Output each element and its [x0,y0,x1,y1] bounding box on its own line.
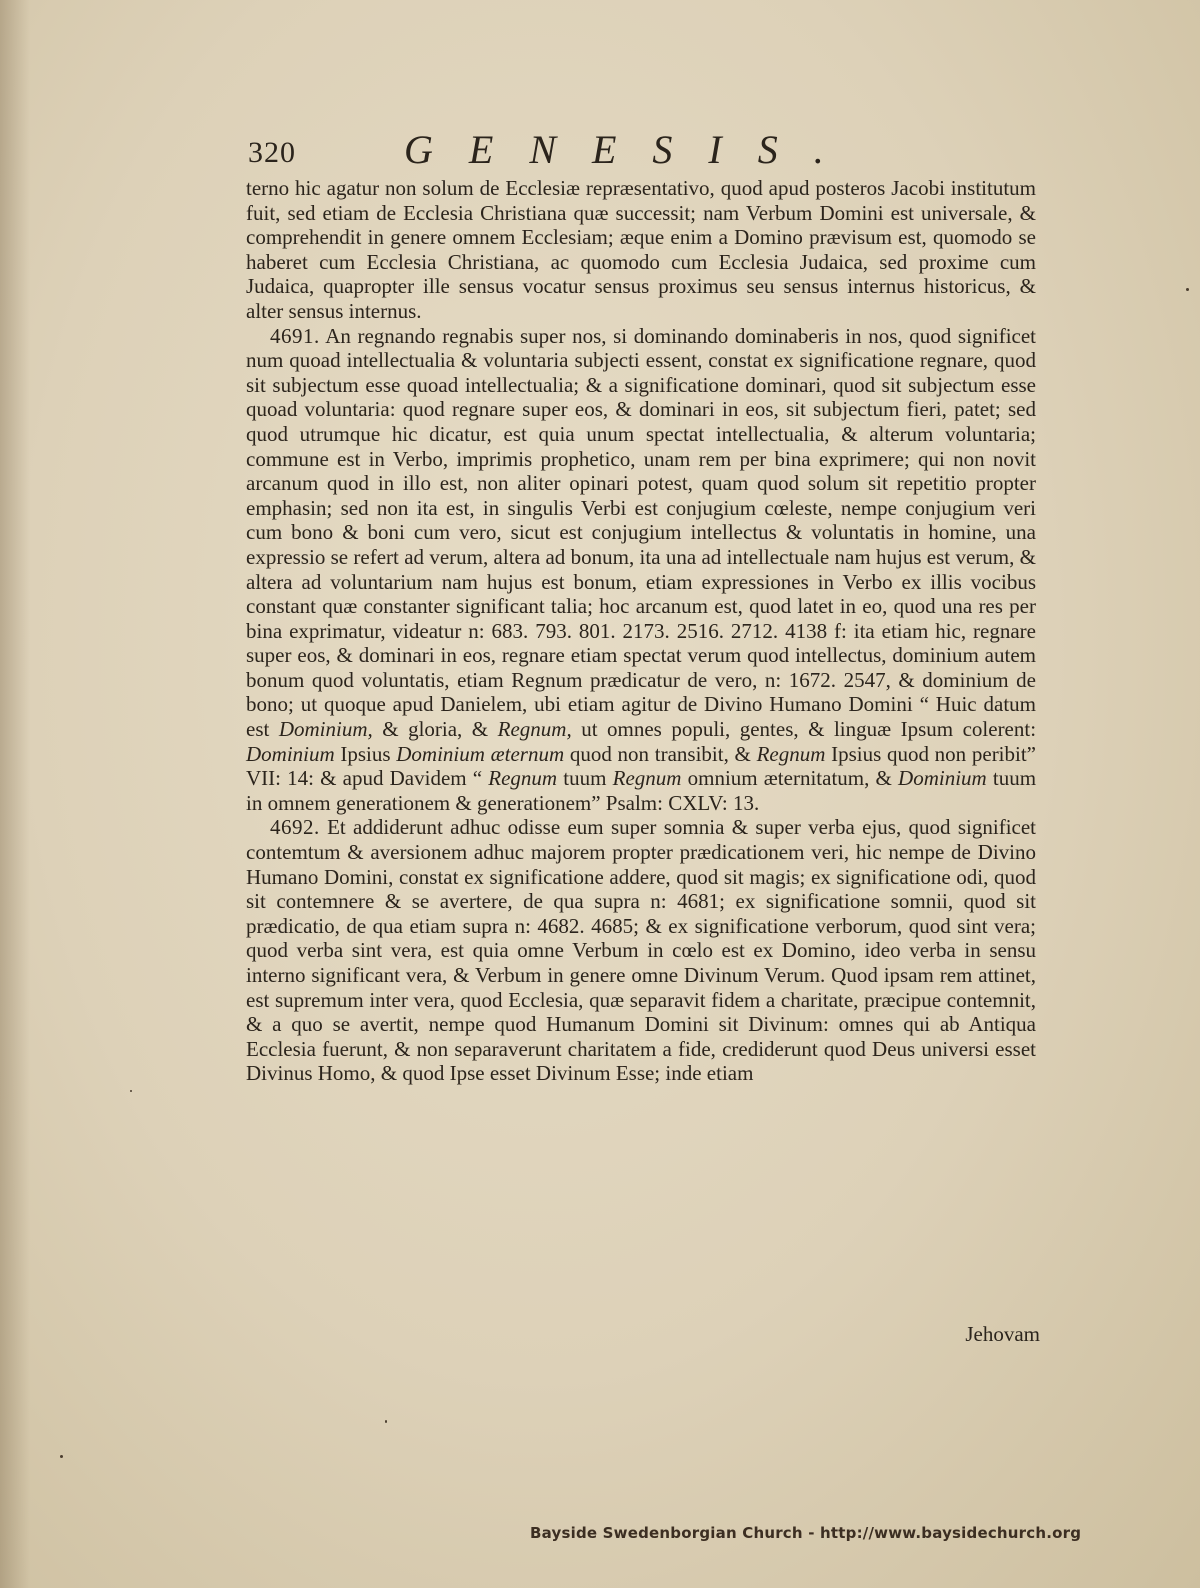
quote-italic: Regnum [612,766,682,791]
paragraph-number: 4691. [270,323,320,348]
quote-italic: Regnum [488,766,558,791]
quote-text: tuum [563,766,607,791]
quote-italic: Dominium [898,766,987,791]
quote-italic: Regnum [756,741,826,766]
quote-italic: Dominium, [278,717,373,742]
paper-speck [60,1455,63,1458]
paragraph-text: An regnando regnabis super nos, si dominando dominaberis in nos, quod significet num quoad intellectualia & voluntaria subjecti essent, constat ex significatione regnare, quod sit subjectum esse quoad intellectualia; & a significatione dominari, quod sit subjectum esse quoad voluntaria: quod regnare super eos, & dominari in eos, sit subjectum fieri, patet; sed quod utrumque hic dicatur, est quia unum spectat intellectualia, & alterum voluntaria; commune est in Verbo, imprimis prophetico, unam rem per bina exprimere; qui non novit arcanum quod in illo est, non aliter opinari potest, quam quod solum sit repetitio propter emphasin; sed non ita est, in singulis Verbi est conjugium cœleste, nempe conjugium veri cum bono & boni cum vero, sicut est conjugium intellectus & voluntatis in homine, una expressio se refert ad verum, altera ad bonum, ita una ad intellectuale nam hujus est verum, & altera ad voluntarium nam hujus est bonum, etiam expressiones in Verbo ex illis vocibus constant quæ constanter significant talia; hoc arcanum est, quod latet in eo, quod una res per bina exprimatur, videatur n: 683. 793. 801. 2173. 2516. 2712. 4138 f: ita etiam hic, regnare super eos, & dominari in eos, regnare etiam spectat verum quod intellectus, dominium autem bonum quod voluntatis, etiam Regnum prædicatur de vero, n: 1672. 2547, & dominium de bono; ut quoque apud Danielem, ubi etiam agitur de Divino Humano Domini [246,323,1037,717]
binding-shadow [0,0,30,1588]
paragraph-4692 [246,815,1036,1086]
quote-italic: Dominium [246,741,335,766]
quote-text: Ipsius [340,741,391,766]
body-text [246,176,1036,1086]
page-header [248,118,1048,178]
quote-text: Ipsius quod non peribit” VII: 14: & apud Davidem “ [246,741,1037,791]
paper-speck [130,1090,132,1092]
paragraph-text: Et addiderunt adhuc odisse eum super somnia & super verba ejus, quod significet contemtum & aversionem adhuc majorem propter prædicationem veri, hic nempe de Divino Humano Domini, constat ex significatione addere, quod sit magis; ex significatione odi, quod sit contemnere & se avertere, de qua supra n: 4681; ex significatione somnii, quod sit prædicatio, de qua etiam supra n: 4682. 4685; & ex significatione verborum, quod sint vera; quod verba sint vera, est quia omne Verbum in cœlo est ex Domino, ideo verba in sensu interno significant vera, & Verbum in genere omne Divinum Verum. Quod ipsam rem attinet, est supremum inter vera, quod Ecclesia, quæ separavit fidem a charitate, præcipue contemnit, & a quo se avertit, nempe quod Humanum Domini sit Divinum: omnes qui ab Antiqua Ecclesia fuerunt, & non separaverunt charitatem a fide, crediderunt quod Deus universi esset Divinus Homo, & quod Ipse esset Divinum Esse; inde etiam [246,815,1037,1086]
paragraph-number: 4692. [270,815,320,840]
quote-italic: Regnum, [497,717,572,742]
quote-italic: Dominium æternum [396,741,565,766]
quote-text: quod non transibit, & [569,741,751,766]
paragraph-4691 [246,324,1036,816]
paper-speck [385,1420,387,1423]
footer-credit: Bayside Swedenborgian Church - http://www.baysidechurch.org [530,1524,1082,1542]
paragraph-continuation [246,176,1036,324]
page-number: 320 [248,136,296,169]
catchword: Jehovam [965,1322,1040,1346]
quote-text: & gloria, & [382,717,489,742]
paper-speck [1186,288,1189,291]
quote-text: “ Huic datum est [246,692,1037,742]
quote-text: omnium æternitatum, & [687,766,892,791]
quote-text: tuum in omnem generationem & generationem” Psalm: CXLV: 13. [246,766,1037,815]
running-title: GENESIS. [404,127,860,172]
quote-text: ut omnes populi, gentes, & linguæ Ipsum colerent: [581,717,1037,742]
paragraph-text: terno hic agatur non solum de Ecclesiæ repræsentativo, quod apud posteros Jacobi institutum fuit, sed etiam de Ecclesia Christiana quæ successit; nam Verbum Domini est universale, & comprehendit in genere omnem Ecclesiam; æque enim a Domino prævisum est, quomodo se haberet cum Ecclesia Christiana, ac quomodo cum Ecclesia Judaica, sed proxime cum Judaica, quapropter ille sensus vocatur sensus proximus seu sensus internus historicus, & alter sensus internus. [246,176,1036,323]
